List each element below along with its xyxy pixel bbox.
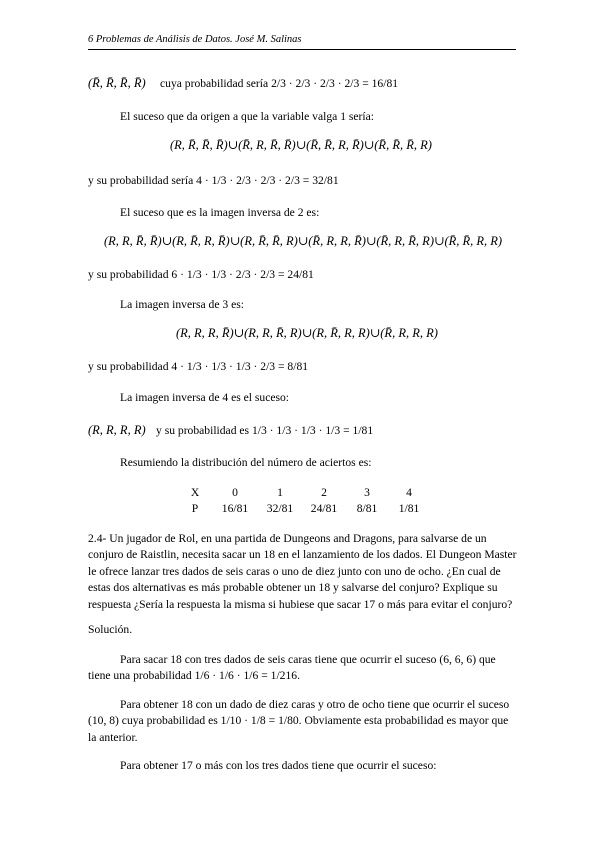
table-cell: 4 [406,485,412,499]
formula-event-4: (R, R, R, R) [88,423,146,437]
probability-4: y su probabilidad es 1/3 · 1/3 · 1/3 · 1/3 = 1/81 [156,424,374,437]
distribution-table [178,484,430,516]
table-cell: 8/81 [356,501,378,515]
table-cell: 0 [232,485,238,499]
solution-paragraph-3 [88,758,518,774]
row-label-p: P [191,501,199,515]
text-event-3-intro: La imagen inversa de 3 es: [120,298,244,311]
table-cell: 1/81 [398,501,420,515]
solution-paragraph-3-text: Para obtener 17 o más con los tres dados tiene que ocurrir el suceso: [120,759,437,772]
table-cell: 2 [321,485,327,499]
probability-1: y su probabilidad sería 4 · 1/3 · 2/3 · 2/3 · 2/3 = 32/81 [88,174,339,187]
table-cell: 24/81 [310,501,338,515]
formula-event-1: (R, R̄, R̄, R̄)∪(R̄, R, R̄, R̄)∪(R̄, R̄, R, R̄)∪(R̄, R̄, R̄, R) [170,138,432,152]
solution-paragraph-2-text: Para obtener 18 con un dado de diez caras y otro de ocho tiene que ocurrir el suceso (10, 8) cuya probabilidad es 1/10 · 1/8 = 1/80. Obviamente esta probabilidad es mayor que la anterior. [88,698,510,744]
row-label-x: X [190,485,200,499]
formula-event-3: (R, R, R, R̄)∪(R, R, R̄, R)∪(R, R̄, R, R)∪(R̄, R, R, R) [176,326,438,340]
text-summary-intro: Resumiendo la distribución del número de aciertos es: [120,456,372,469]
problem-statement: 2.4- Un jugador de Rol, en una partida de Dungeons and Dragons, para salvarse de un conjuro de Raistlin, necesita sacar un 18 en el lanzamiento de los dados. El Dungeon Master le ofrece lanzar tres dados de seis caras o uno de diez junto con uno de ocho. ¿En cual de estas dos alternativas es más probable obtener un 18 y salvarse del conjuro? Explique su respuesta ¿Sería la respuesta la misma si hubiese que sacar 17 o más para evitar el conjuro? [88,532,517,611]
formula-event-2: (R, R, R̄, R̄)∪(R, R̄, R, R̄)∪(R, R̄, R̄, R)∪(R̄, R, R, R̄)∪(R̄, R, R̄, R)∪(R̄, R̄, R, R) [104,234,503,248]
table-row-p [178,500,430,516]
text-event-4-intro: La imagen inversa de 4 es el suceso: [120,391,290,404]
probability-3: y su probabilidad 4 · 1/3 · 1/3 · 1/3 · 2/3 = 8/81 [88,360,309,373]
running-header: 6 Problemas de Análisis de Datos. José M. Salinas [88,34,302,45]
text-event-1-intro: El suceso que da origen a que la variable valga 1 sería: [120,110,374,123]
text-event-2-intro: El suceso que es la imagen inversa de 2 es: [120,206,320,219]
table-cell: 16/81 [221,501,249,515]
table-cell: 1 [277,485,283,499]
solution-paragraph-1-text: Para sacar 18 con tres dados de seis caras tiene que ocurrir el suceso (6, 6, 6) que tiene una probabilidad 1/6 · 1/6 · 1/6 = 1/216. [88,653,496,683]
table-cell: 32/81 [266,501,294,515]
probability-0: cuya probabilidad sería 2/3 · 2/3 · 2/3 · 2/3 = 16/81 [160,77,399,90]
formula-event-0: (R̄, R̄, R̄, R̄) [88,76,146,90]
probability-2: y su probabilidad 6 · 1/3 · 1/3 · 2/3 · 2/3 = 24/81 [88,268,314,281]
solution-paragraph-2 [88,697,518,746]
solution-title: Solución. [88,623,133,636]
solution-paragraph-1 [88,652,518,685]
header-rule [88,49,516,50]
table-row-x [178,484,430,500]
table-cell: 3 [364,485,370,499]
